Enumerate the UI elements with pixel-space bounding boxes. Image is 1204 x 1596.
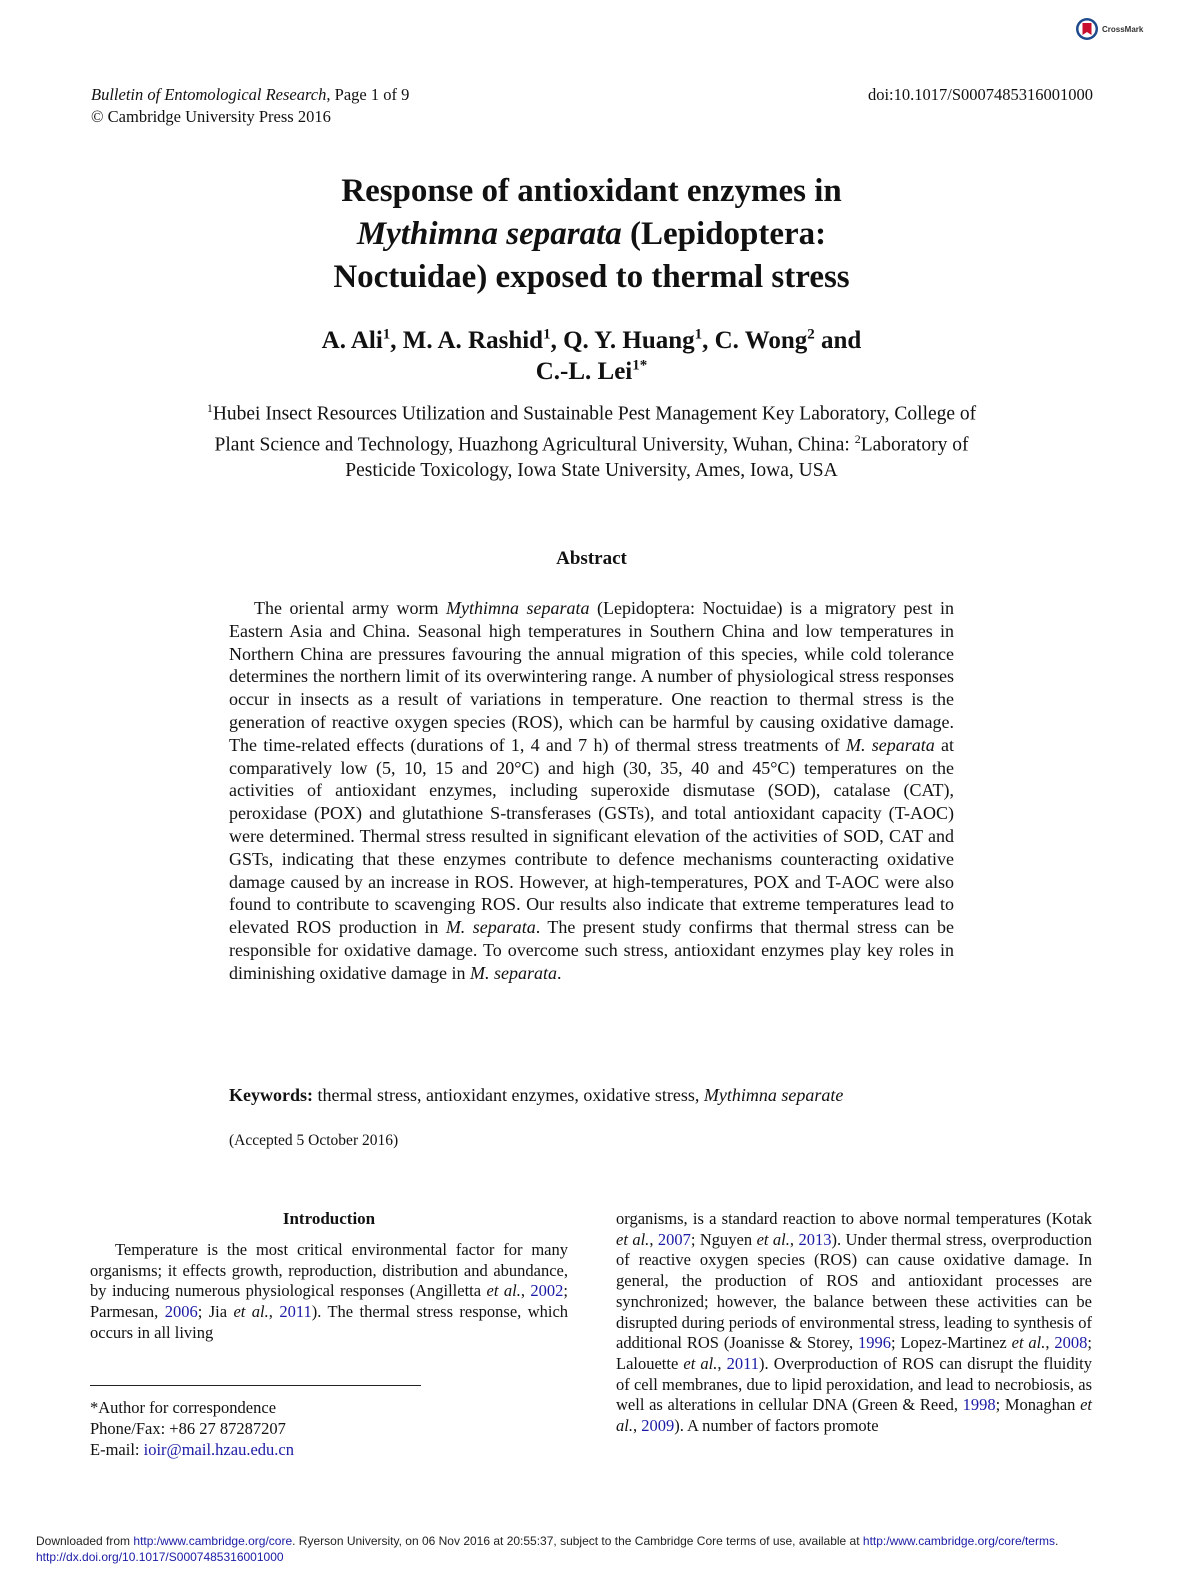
crossmark-badge[interactable] xyxy=(1075,17,1143,41)
author: A. Ali$^1$, xyxy=(321,327,403,355)
affiliation-2: Laboratory of Pesticide Toxicology, Iowa State University, Ames, Iowa, USA xyxy=(345,434,969,481)
citation-link[interactable]: 2009 xyxy=(641,1416,675,1436)
affiliations xyxy=(200,396,983,484)
title-line-3: Noctuidae) exposed to thermal stress xyxy=(333,259,850,295)
footnote-divider xyxy=(90,1385,421,1386)
journal-name: Bulletin of Entomological Research xyxy=(91,85,327,104)
title-line-2-rest: (Lepidoptera: xyxy=(621,216,827,252)
author: C.-L. Lei$^{1*}$ xyxy=(535,357,648,385)
cambridge-core-link[interactable]: http:/www.cambridge.org/core xyxy=(133,1534,293,1548)
download-notice: Downloaded from http:/www.cambridge.org/core. Ryerson University, on 06 Nov 2016 at 20:55:37, subject to the Cambridge Core terms of use, available at http:/www.cambridge.org/core/terms. http://dx.doi.org/10.1017/S0007485316001000 xyxy=(36,1534,1059,1564)
abstract-heading: Abstract xyxy=(556,548,627,569)
crossmark-label: CrossMark xyxy=(1102,24,1144,34)
page-info: , Page 1 of 9 xyxy=(326,85,410,104)
title-species: Mythimna separata xyxy=(356,216,622,252)
doi-link[interactable]: http://dx.doi.org/10.1017/S0007485316001000 xyxy=(36,1550,284,1564)
affiliation-marker-2: 2 xyxy=(854,432,861,446)
footnote-email-line: E-mail: ioir@mail.hzau.edu.cn xyxy=(90,1440,294,1459)
affiliation-1: Hubei Insect Resources Utilization and Sustainable Pest Management Key Laboratory, College of Plant Science and Technology, Huazhong Agricultural University, Wuhan, China: xyxy=(212,403,977,456)
footnote-phone: Phone/Fax: +86 27 87287207 xyxy=(90,1419,286,1438)
intro-paragraph-right: organisms, is a standard reaction to above normal temperatures (Kotak et al., 2007; Nguyen et al., 2013). Under thermal stress, overproduction of reactive oxygen species (ROS) can cause oxidative damage. In general, the production of ROS and antioxidant processes are synchronized; however, the balance between these activities can be disrupted during periods of environmental stress, leading to synthesis of additional ROS (Joanisse & Storey, 1996; Lopez-Martinez et al., 2008; Lalouette et al., 2011). Overproduction of ROS can disrupt the fluidity of cell membranes, due to lipid peroxidation, and lead to necrobiosis, as well as alterations in cellular DNA (Green & Reed, 1998; Monaghan et al., 2009). A number of factors promote xyxy=(616,1209,1093,1436)
abstract-text: The oriental army worm Mythimna separata (Lepidoptera: Noctuidae) is a migratory pest in Eastern Asia and China. Seasonal high temperatures in Southern China and low temperatures in Northern China are pressures favouring the annual migration of this species, while cold tolerance determines the northern limit of its overwintering range. A number of physiological stress responses occur in insects as a result of variations in temperature. One reaction to thermal stress is the generation of reactive oxygen species (ROS), which can be harmful by causing oxidative damage. The time-related effects (durations of 1, 4 and 7 h) of thermal stress treatments of M. separata at comparatively low (5, 10, 15 and 20°C) and high (30, 35, 40 and 45°C) temperatures on the activities of antioxidant enzymes, including superoxide dismutase (SOD), catalase (CAT), peroxidase (POX) and glutathione S-transferases (GSTs), and total antioxidant capacity (T-AOC) were determined. Thermal stress resulted in significant elevation of the activities of SOD, CAT and GSTs, indicating that these enzymes contribute to defence mechanisms counteracting oxidative damage caused by an increase in ROS. However, at high-temperatures, POX and T-AOC were also found to contribute to scavenging ROS. Our results also indicate that extreme temperatures lead to elevated ROS production in M. separata. The present study confirms that thermal stress can be responsible for oxidative damage. To overcome such stress, antioxidant enzymes play key roles in diminishing oxidative damage in M. separata. xyxy=(229,598,955,983)
journal-citation xyxy=(91,84,409,105)
accepted-date: (Accepted 5 October 2016) xyxy=(229,1132,399,1149)
footnote-author: *Author for correspondence xyxy=(90,1398,277,1417)
affiliation-marker-1: 1 xyxy=(206,401,213,415)
title-line-2 xyxy=(190,213,993,256)
author: M. A. Rashid$^1$, xyxy=(402,327,564,355)
introduction-heading: Introduction xyxy=(282,1209,376,1228)
citation-link[interactable]: 2006 xyxy=(164,1302,198,1322)
author: Q. Y. Huang$^1$, xyxy=(563,327,715,355)
citation-link[interactable]: 2008 xyxy=(1054,1333,1088,1353)
citation-link[interactable]: 1998 xyxy=(962,1395,996,1415)
doi: doi:10.1017/S0007485316001000 xyxy=(867,85,1093,104)
citation-link[interactable]: 1996 xyxy=(857,1333,891,1353)
citation-link[interactable]: 2011 xyxy=(726,1353,759,1373)
author: C. Wong$^2$ and xyxy=(714,327,862,355)
crossmark-icon xyxy=(1075,17,1099,41)
keywords: Keywords: thermal stress, antioxidant enzymes, oxidative stress, Mythimna separate xyxy=(229,1085,844,1105)
correspondence-footnote xyxy=(90,1397,294,1460)
author-list xyxy=(200,323,983,384)
title-line-1: Response of antioxidant enzymes in xyxy=(341,173,842,209)
citation-link[interactable]: 2002 xyxy=(530,1281,564,1301)
article-title xyxy=(190,170,993,299)
intro-paragraph-left: Temperature is the most critical environmental factor for many organisms; it effects growth, reproduction, distribution and abundance, by inducing numerous physiological responses (Angilletta et al., 2002; Parmesan, 2006; Jia et al., 2011). The thermal stress response, which occurs in all living xyxy=(90,1240,569,1342)
keywords-label: Keywords: xyxy=(229,1085,313,1105)
copyright: © Cambridge University Press 2016 xyxy=(91,107,331,126)
citation-link[interactable]: 2011 xyxy=(279,1302,312,1322)
email-link[interactable]: ioir@mail.hzau.edu.cn xyxy=(143,1440,294,1459)
citation-link[interactable]: 2007 xyxy=(657,1229,691,1249)
citation-link[interactable]: 2013 xyxy=(798,1229,832,1249)
terms-link[interactable]: http:/www.cambridge.org/core/terms xyxy=(862,1534,1055,1548)
